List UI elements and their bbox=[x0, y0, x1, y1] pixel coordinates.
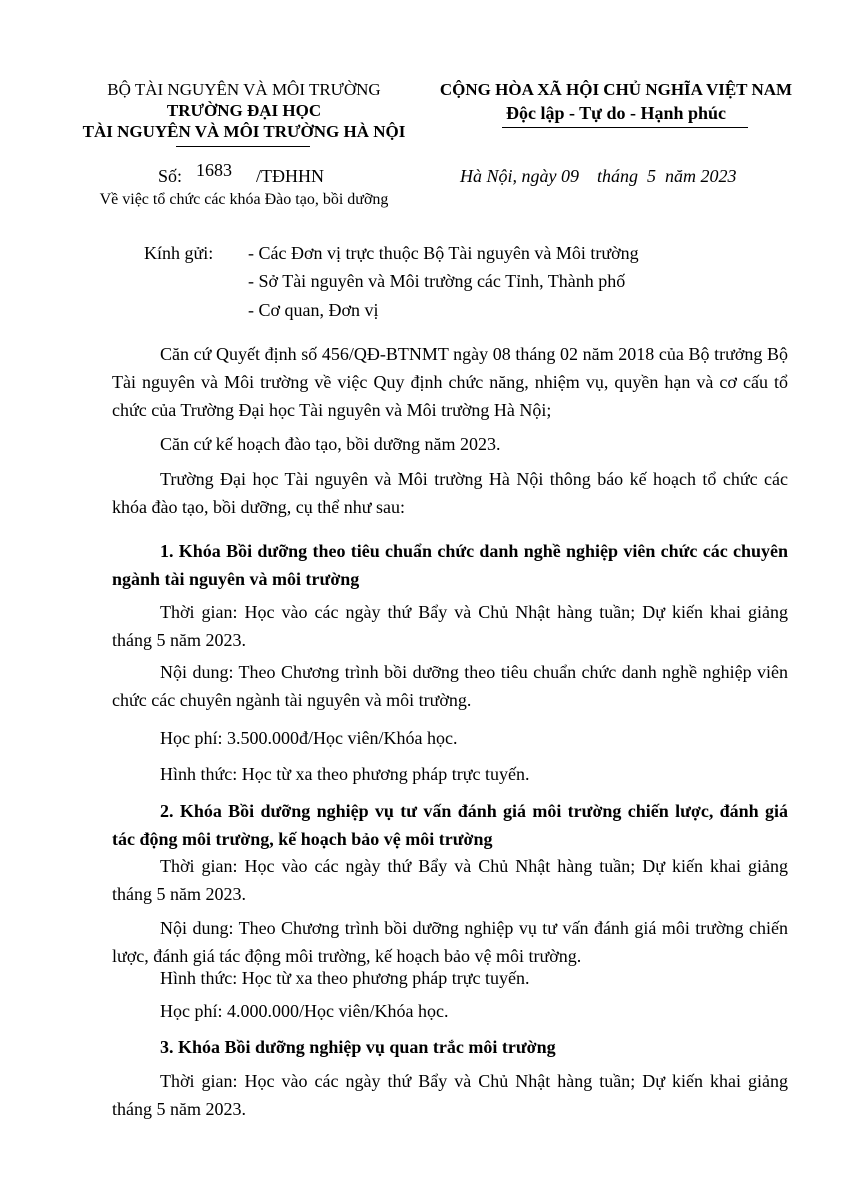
school-name-line1: TRƯỜNG ĐẠI HỌC bbox=[166, 101, 322, 120]
document-number-prefix: Số: bbox=[158, 166, 183, 186]
document-date: Hà Nội, ngày 09 tháng 5 năm 2023 bbox=[460, 166, 737, 186]
course3-time: Thời gian: Học vào các ngày thứ Bẩy và Chủ Nhật hàng tuần; Dự kiến khai giảng tháng 5 năm 2023. bbox=[112, 1071, 788, 1119]
school-name-line2: TÀI NGUYÊN VÀ MÔI TRƯỜNG HÀ NỘI bbox=[82, 122, 406, 141]
recipient-item: - Cơ quan, Đơn vị bbox=[248, 300, 379, 320]
course1-content: Nội dung: Theo Chương trình bồi dưỡng theo tiêu chuẩn chức danh nghề nghiệp viên chức các chuyên ngành tài nguyên và môi trường. bbox=[112, 662, 788, 710]
course2-title: 2. Khóa Bồi dưỡng nghiệp vụ tư vấn đánh giá môi trường chiến lược, đánh giá tác động môi trường, kế hoạch bảo vệ môi trường bbox=[112, 801, 788, 849]
course1-fee: Học phí: 3.500.000đ/Học viên/Khóa học. bbox=[160, 728, 458, 748]
course1-title: 1. Khóa Bồi dưỡng theo tiêu chuẩn chức danh nghề nghiệp viên chức các chuyên ngành tài nguyên và môi trường bbox=[112, 541, 788, 589]
national-motto: Độc lập - Tự do - Hạnh phúc bbox=[505, 103, 727, 123]
document-subject: Về việc tổ chức các khóa Đào tạo, bồi dưỡng bbox=[99, 191, 389, 208]
recipient-item: - Các Đơn vị trực thuộc Bộ Tài nguyên và Môi trường bbox=[248, 243, 639, 263]
course2-fee: Học phí: 4.000.000/Học viên/Khóa học. bbox=[160, 1001, 449, 1021]
ministry-name: BỘ TÀI NGUYÊN VÀ MÔI TRƯỜNG bbox=[107, 80, 381, 99]
intro-paragraph-announcement: Trường Đại học Tài nguyên và Môi trường Hà Nội thông báo kế hoạch tổ chức các khóa đào tạo, bồi dưỡng, cụ thể như sau: bbox=[112, 469, 788, 517]
header-left-divider bbox=[176, 146, 310, 147]
course2-content: Nội dung: Theo Chương trình bồi dưỡng nghiệp vụ tư vấn đánh giá môi trường chiến lược, đánh giá tác động môi trường, kế hoạch bảo vệ môi trường. bbox=[112, 918, 788, 966]
country-name: CỘNG HÒA XÃ HỘI CHỦ NGHĨA VIỆT NAM bbox=[439, 80, 793, 99]
course1-time: Thời gian: Học vào các ngày thứ Bẩy và Chủ Nhật hàng tuần; Dự kiến khai giảng tháng 5 năm 2023. bbox=[112, 602, 788, 650]
header-right-divider bbox=[502, 127, 748, 128]
course1-form: Hình thức: Học từ xa theo phương pháp trực tuyến. bbox=[160, 764, 530, 784]
document-number-suffix: /TĐHHN bbox=[256, 166, 324, 186]
course2-time: Thời gian: Học vào các ngày thứ Bẩy và Chủ Nhật hàng tuần; Dự kiến khai giảng tháng 5 năm 2023. bbox=[112, 856, 788, 904]
document-number-value: 1683 bbox=[196, 160, 232, 180]
recipients-label: Kính gửi: bbox=[144, 243, 214, 263]
intro-paragraph-legal-basis: Căn cứ Quyết định số 456/QĐ-BTNMT ngày 08 tháng 02 năm 2018 của Bộ trưởng Bộ Tài nguyên và Môi trường về việc Quy định chức năng, nhiệm vụ, quyền hạn và cơ cấu tổ chức của Trường Đại học Tài nguyên và Môi trường Hà Nội; bbox=[112, 344, 788, 420]
intro-paragraph-plan-basis: Căn cứ kế hoạch đào tạo, bồi dưỡng năm 2023. bbox=[160, 434, 501, 454]
recipient-item: - Sở Tài nguyên và Môi trường các Tỉnh, Thành phố bbox=[248, 271, 626, 291]
course2-form: Hình thức: Học từ xa theo phương pháp trực tuyến. bbox=[160, 968, 530, 988]
course3-title: 3. Khóa Bồi dưỡng nghiệp vụ quan trắc môi trường bbox=[160, 1037, 556, 1057]
